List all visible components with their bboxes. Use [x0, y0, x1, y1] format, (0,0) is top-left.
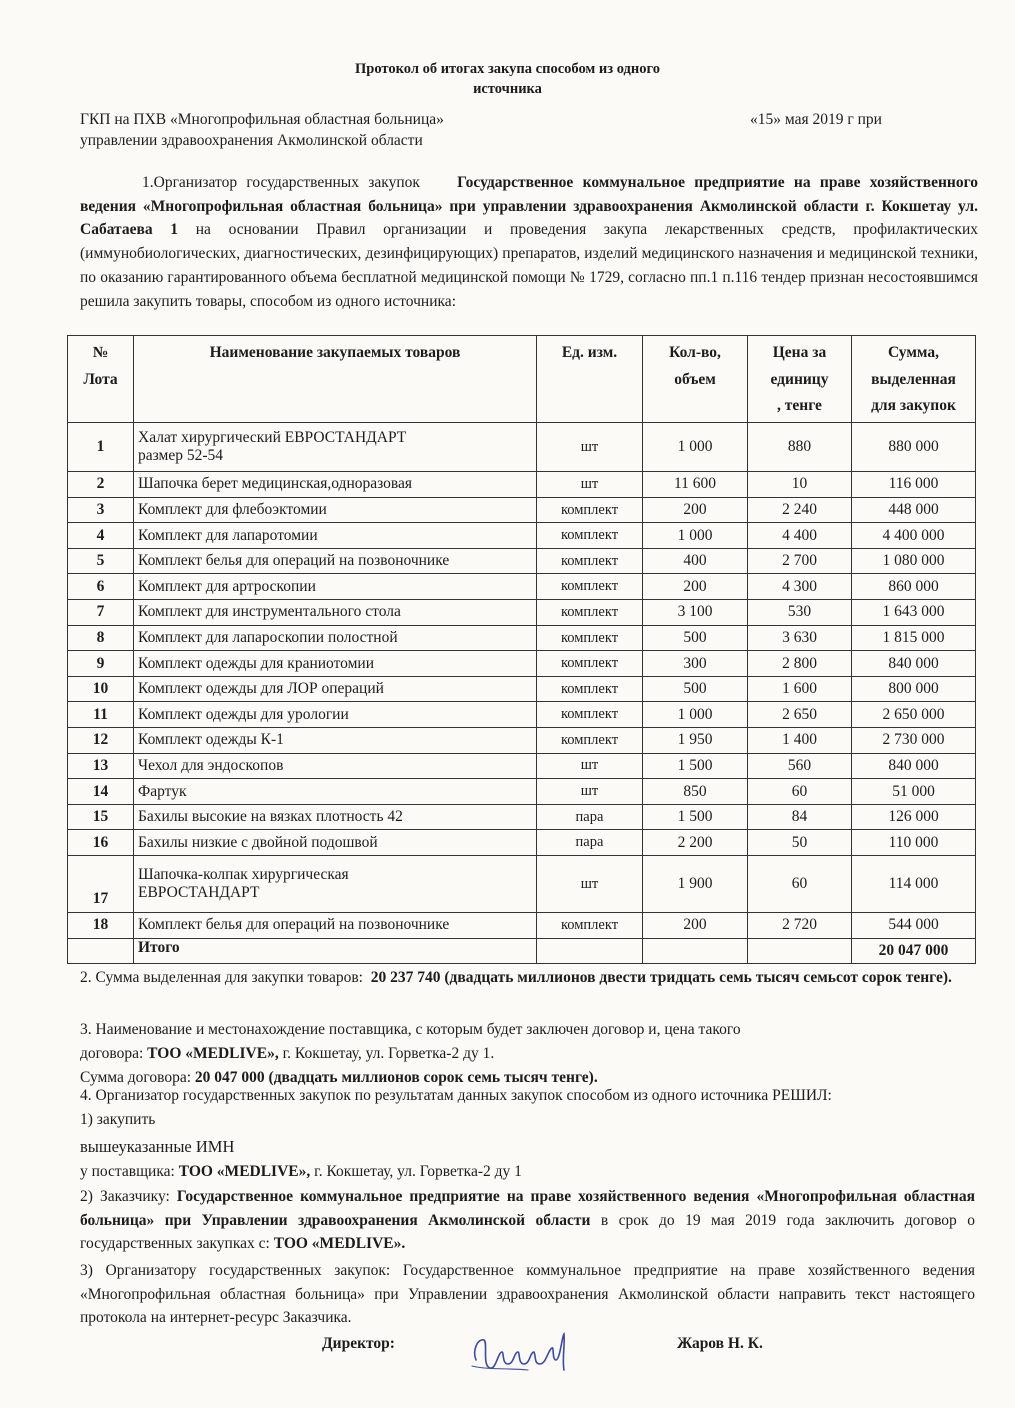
document-title — [0, 60, 1015, 99]
item-price: 2 240 — [748, 497, 852, 523]
signature-label: Директор: — [322, 1335, 395, 1352]
item-name: Комплект одежды для краниотомии — [134, 651, 537, 677]
item-sum: 840 000 — [852, 753, 976, 779]
table-row — [68, 497, 976, 523]
lot-number: 1 — [68, 423, 134, 472]
section-3-line-2: договора: ТОО «MEDLIVE», г. Кокшетау, ул. Горветка-2 ду 1. — [80, 1045, 495, 1063]
table-row — [68, 753, 976, 779]
signature-block — [0, 1330, 1015, 1380]
item-price: 2 800 — [748, 651, 852, 677]
item-name: Фартук — [134, 779, 537, 805]
item-qty: 300 — [643, 651, 748, 677]
lots-table — [67, 335, 976, 964]
section-4-line-2: 1) закупить — [80, 1111, 156, 1129]
lot-number: 15 — [68, 804, 134, 830]
organization-line-2: управлении здравоохранения Акмолинской области — [80, 131, 423, 149]
handwritten-signature — [468, 1330, 578, 1376]
total-empty-cell — [643, 938, 748, 964]
table-header-row — [68, 336, 976, 423]
table-row — [68, 423, 976, 472]
title-line-2: источника — [473, 80, 542, 97]
total-label: Итого — [134, 938, 537, 964]
item-qty: 500 — [643, 676, 748, 702]
section-4-line-4: у поставщика: ТОО «MEDLIVE», г. Кокшетау, ул. Горветка-2 ду 1 — [80, 1162, 522, 1180]
lot-number: 14 — [68, 779, 134, 805]
table-row — [68, 676, 976, 702]
item-sum: 544 000 — [852, 912, 976, 938]
item-qty: 1 000 — [643, 702, 748, 728]
item-price: 2 650 — [748, 702, 852, 728]
section-4-item-2: 2) Заказчику: Государственное коммунальное предприятие на праве хозяйственного ведения «Многопрофильная областная больница» при Управлении здравоохранения Акмолинской области в срок до 19 мая 2019 года заключить договор о государственных закупках с: ТОО «MEDLIVE». — [80, 1188, 975, 1253]
item-name: Бахилы высокие на вязках плотность 42 — [134, 804, 537, 830]
lot-number: 3 — [68, 497, 134, 523]
item-sum: 2 650 000 — [852, 702, 976, 728]
supplier-name-2: ТОО «MEDLIVE», — [178, 1162, 311, 1180]
lot-number: 11 — [68, 702, 134, 728]
item-qty: 1 000 — [643, 423, 748, 472]
item-unit: комплект — [537, 599, 643, 625]
section-1-lead: 1.Организатор государственных закупок — [142, 174, 420, 191]
table-row — [68, 472, 976, 498]
item-qty: 400 — [643, 548, 748, 574]
section-3-line-1: 3. Наименование и местонахождение поставщика, с которым будет заключен договор и, цена такого — [80, 1021, 741, 1038]
item-qty: 2 200 — [643, 830, 748, 856]
lot-number: 5 — [68, 548, 134, 574]
item-unit: комплект — [537, 523, 643, 549]
director-name: Жаров Н. К. — [677, 1335, 763, 1352]
lot-number: 17 — [68, 855, 134, 912]
table-row — [68, 702, 976, 728]
item-name: Комплект одежды для урологии — [134, 702, 537, 728]
item-sum: 51 000 — [852, 779, 976, 805]
section-4-line-3: вышеуказанные ИМН — [80, 1137, 235, 1157]
item-qty: 850 — [643, 779, 748, 805]
organization-line-1: ГКП на ПХВ «Многопрофильная областная больница» — [80, 111, 444, 128]
table-total-row — [68, 938, 976, 964]
lot-number: 9 — [68, 651, 134, 677]
item-sum: 1 815 000 — [852, 625, 976, 651]
section-2-lead: 2. Сумма выделенная для закупки товаров: — [80, 969, 363, 986]
item-unit: комплект — [537, 497, 643, 523]
header-lot: № Лота — [68, 336, 134, 423]
item-unit: комплект — [537, 625, 643, 651]
item-price: 84 — [748, 804, 852, 830]
item-name: Комплект для лапаротомии — [134, 523, 537, 549]
item-name: Комплект для лапароскопии полостной — [134, 625, 537, 651]
section-3 — [80, 1018, 975, 1090]
item-sum: 116 000 — [852, 472, 976, 498]
table-row — [68, 651, 976, 677]
item-price: 60 — [748, 855, 852, 912]
section-2-amount: 20 237 740 (двадцать миллионов двести тридцать семь тысяч семьсот сорок тенге). — [370, 969, 952, 986]
section-4-item-3: 3) Организатору государственных закупок: Государственное коммунальное предприятие на праве хозяйственного ведения «Многопрофильная областная больница» при Управлении здравоохранения Акмолинской области направить текст настоящего протокола на интернет-ресурс Заказчика. — [80, 1262, 975, 1327]
item-sum: 1 643 000 — [852, 599, 976, 625]
table-row — [68, 855, 976, 912]
item-name: Чехол для эндоскопов — [134, 753, 537, 779]
item-name: Шапочка-колпак хирургическая ЕВРОСТАНДАРТ — [134, 855, 537, 912]
item-price: 1 400 — [748, 727, 852, 753]
lot-number: 12 — [68, 727, 134, 753]
item-unit: комплект — [537, 727, 643, 753]
item-unit: шт — [537, 472, 643, 498]
header-qty: Кол-во, объем — [643, 336, 748, 423]
lot-number: 4 — [68, 523, 134, 549]
total-empty-cell — [68, 938, 134, 964]
header-price: Цена за единицу , тенге — [748, 336, 852, 423]
item-unit: шт — [537, 753, 643, 779]
item-price: 50 — [748, 830, 852, 856]
item-price: 4 300 — [748, 574, 852, 600]
contract-amount: 20 047 000 (двадцать миллионов сорок семь тысяч тенге). — [194, 1069, 598, 1087]
item-name: Бахилы низкие с двойной подошвой — [134, 830, 537, 856]
section-4 — [80, 1084, 975, 1184]
item-sum: 126 000 — [852, 804, 976, 830]
item-unit: шт — [537, 855, 643, 912]
item-sum: 860 000 — [852, 574, 976, 600]
lot-number: 7 — [68, 599, 134, 625]
item-qty: 1 500 — [643, 804, 748, 830]
header-name: Наименование закупаемых товаров — [134, 336, 537, 423]
item-qty: 11 600 — [643, 472, 748, 498]
table-row — [68, 625, 976, 651]
item-price: 2 720 — [748, 912, 852, 938]
lot-number: 2 — [68, 472, 134, 498]
item-sum: 1 080 000 — [852, 548, 976, 574]
item-unit: шт — [537, 779, 643, 805]
lot-number: 13 — [68, 753, 134, 779]
section-3-line-3: Сумма договора: 20 047 000 (двадцать миллионов сорок семь тысяч тенге). — [80, 1069, 598, 1087]
total-sum: 20 047 000 — [852, 938, 976, 964]
lot-number: 6 — [68, 574, 134, 600]
item-unit: пара — [537, 804, 643, 830]
table-row — [68, 599, 976, 625]
section-1-text: на основании Правил организации и проведения закупа лекарственных средств, профилактических (иммунобиологических, диагностических, дезинфицирующих) препаратов, изделий медицинского назначения и медицинской техники, по оказанию гарантированного объема бесплатной медицинской помощи № 1729, согласно пп.1 п.116 тендер признан несостоявшимся решила закупить товары, способом из одного источника: — [80, 221, 978, 310]
item-price: 4 400 — [748, 523, 852, 549]
item-qty: 200 — [643, 912, 748, 938]
item-sum: 840 000 — [852, 651, 976, 677]
table-row — [68, 830, 976, 856]
lot-number: 10 — [68, 676, 134, 702]
item-name: Комплект одежды для ЛОР операций — [134, 676, 537, 702]
item-sum: 880 000 — [852, 423, 976, 472]
total-empty-cell — [537, 938, 643, 964]
protocol-date: «15» мая 2019 г при — [750, 111, 882, 128]
item-unit: комплект — [537, 702, 643, 728]
item-unit: комплект — [537, 651, 643, 677]
header-unit: Ед. изм. — [537, 336, 643, 423]
section-4-line-1: 4. Организатор государственных закупок по результатам данных закупок способом из одного источника РЕШИЛ: — [80, 1087, 832, 1104]
item-qty: 200 — [643, 497, 748, 523]
item-price: 60 — [748, 779, 852, 805]
item-name: Комплект белья для операций на позвоночнике — [134, 548, 537, 574]
item-unit: комплект — [537, 912, 643, 938]
item-name: Халат хирургический ЕВРОСТАНДАРТ размер 52-54 — [134, 423, 537, 472]
item-qty: 1 000 — [643, 523, 748, 549]
item-name: Комплект для артроскопии — [134, 574, 537, 600]
item-sum: 2 730 000 — [852, 727, 976, 753]
section-2 — [80, 966, 975, 990]
table-row — [68, 574, 976, 600]
item-qty: 500 — [643, 625, 748, 651]
item-price: 2 700 — [748, 548, 852, 574]
header-sum: Сумма, выделенная для закупок — [852, 336, 976, 423]
customer-name: Государственное коммунальное предприятие на праве хозяйственного ведения «Многопрофильная областная больница» при Управлении здравоохранения Акмолинской области — [80, 1188, 975, 1229]
item-sum: 110 000 — [852, 830, 976, 856]
item-name: Комплект одежды К-1 — [134, 727, 537, 753]
lot-number: 16 — [68, 830, 134, 856]
item-qty: 3 100 — [643, 599, 748, 625]
item-name: Комплект для флебоэктомии — [134, 497, 537, 523]
table-row — [68, 727, 976, 753]
table-row — [68, 548, 976, 574]
item-sum: 448 000 — [852, 497, 976, 523]
item-price: 3 630 — [748, 625, 852, 651]
table-row — [68, 912, 976, 938]
item-unit: пара — [537, 830, 643, 856]
item-unit: комплект — [537, 676, 643, 702]
lot-number: 18 — [68, 912, 134, 938]
item-price: 880 — [748, 423, 852, 472]
title-line-1: Протокол об итогах закупа способом из одного — [355, 61, 660, 77]
item-sum: 114 000 — [852, 855, 976, 912]
item-name: Комплект белья для операций на позвоночнике — [134, 912, 537, 938]
item-unit: комплект — [537, 574, 643, 600]
item-name: Шапочка берет медицинская,одноразовая — [134, 472, 537, 498]
supplier-name: ТОО «MEDLIVE», — [147, 1045, 279, 1063]
lot-number: 8 — [68, 625, 134, 651]
item-price: 10 — [748, 472, 852, 498]
supplier-name-3: ТОО «MEDLIVE». — [273, 1235, 406, 1253]
item-qty: 1 900 — [643, 855, 748, 912]
item-qty: 200 — [643, 574, 748, 600]
item-name: Комплект для инструментального стола — [134, 599, 537, 625]
item-qty: 1 500 — [643, 753, 748, 779]
item-price: 560 — [748, 753, 852, 779]
item-sum: 4 400 000 — [852, 523, 976, 549]
section-1-paragraph — [80, 171, 978, 313]
item-price: 1 600 — [748, 676, 852, 702]
item-sum: 800 000 — [852, 676, 976, 702]
table-row — [68, 779, 976, 805]
item-unit: шт — [537, 423, 643, 472]
table-row — [68, 523, 976, 549]
item-price: 530 — [748, 599, 852, 625]
item-qty: 1 950 — [643, 727, 748, 753]
section-1-organizer: Государственное коммунальное предприятие на праве хозяйственного ведения «Многопрофильная областная больница» при управлении здравоохранения Акмолинской области г. Кокшетау ул. Сабатаева 1 — [80, 174, 978, 239]
total-empty-cell — [748, 938, 852, 964]
organization-block — [80, 110, 600, 152]
item-unit: комплект — [537, 548, 643, 574]
table-row — [68, 804, 976, 830]
